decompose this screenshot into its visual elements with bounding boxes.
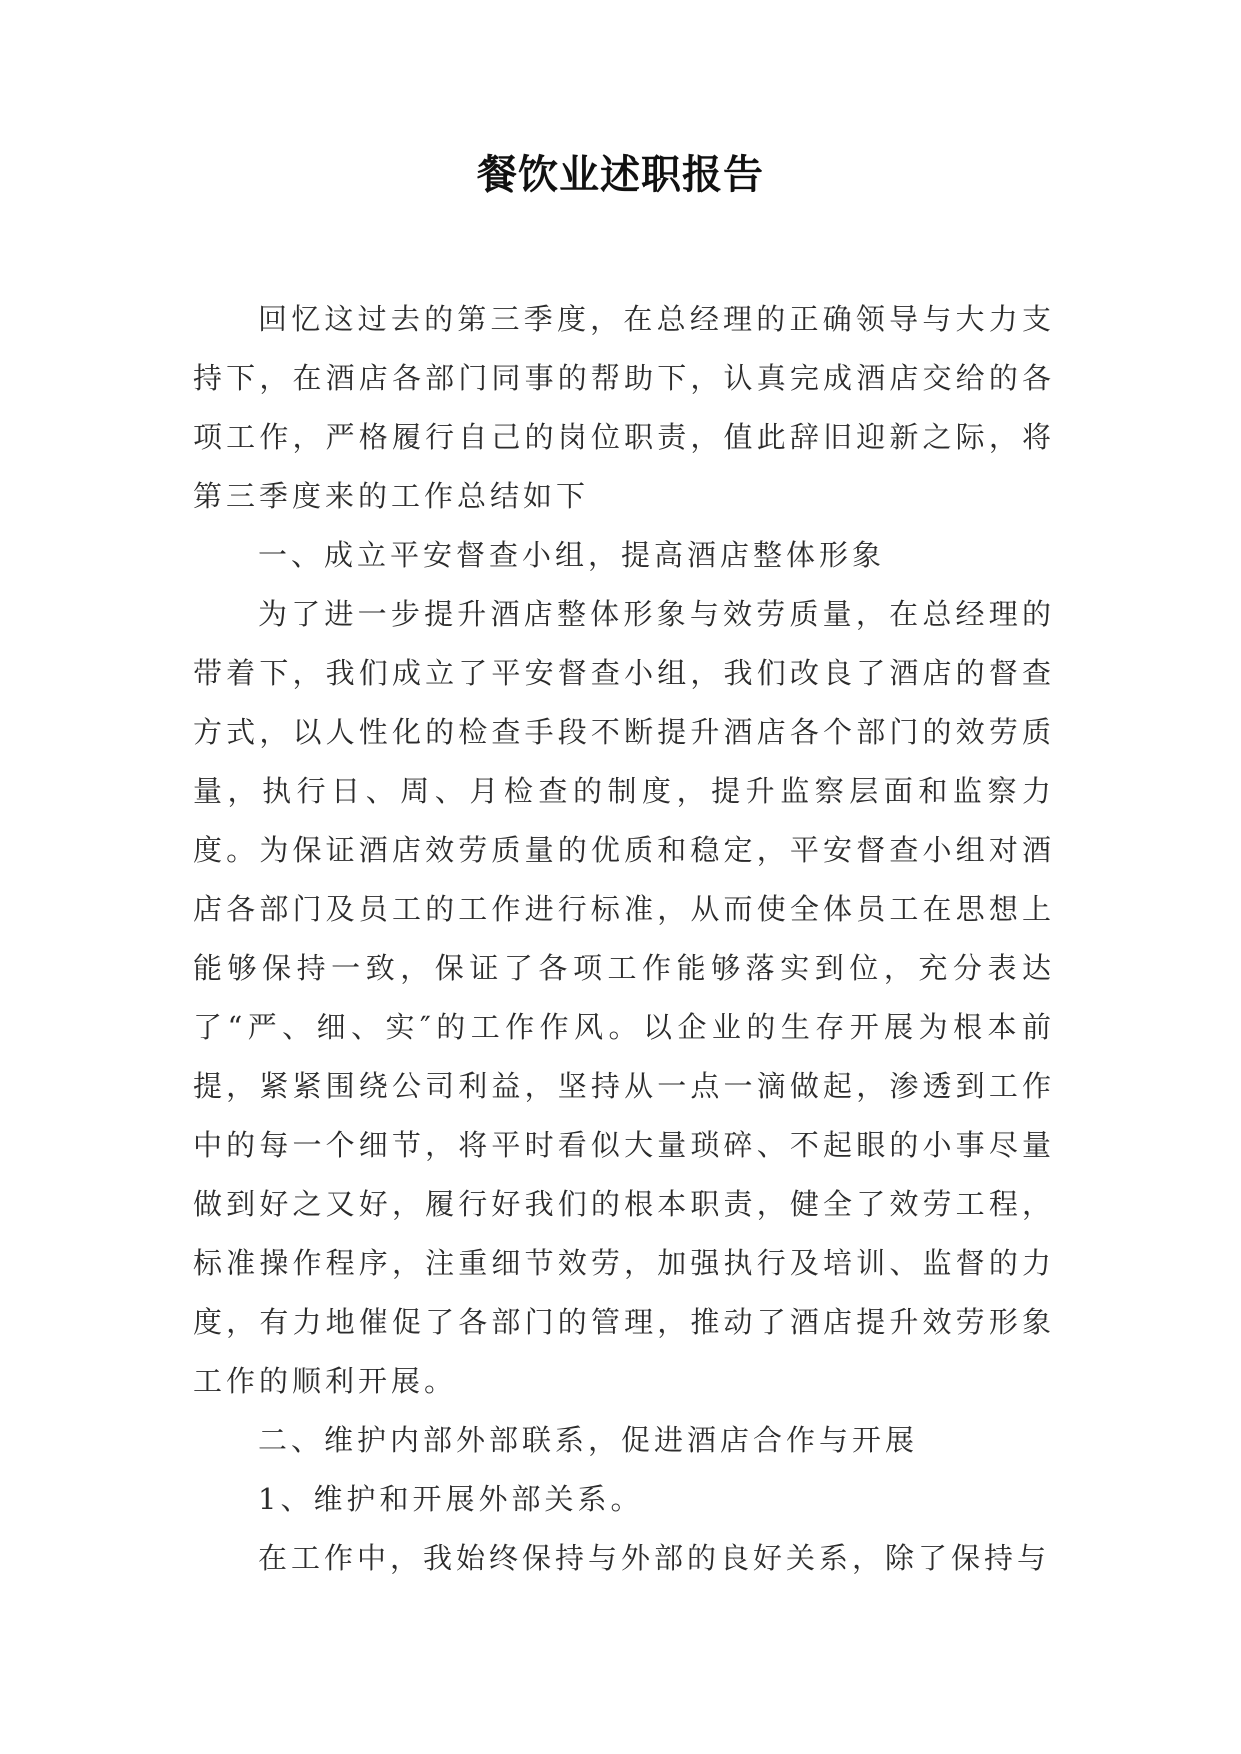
paragraph-section-2-1: 在工作中，我始终保持与外部的良好关系，除了保持与 bbox=[258, 1541, 1051, 1575]
document-title: 餐饮业述职报告 bbox=[477, 152, 764, 198]
subsection-heading-2-1: 1、维护和开展外部关系。 bbox=[258, 1482, 644, 1516]
section-heading-2: 二、维护内部外部联系，促进酒店合作与开展 bbox=[258, 1423, 919, 1457]
section-heading-1: 一、成立平安督查小组，提高酒店整体形象 bbox=[258, 538, 886, 572]
paragraph-intro: 回忆这过去的第三季度，在总经理的正确领导与大力支持下，在酒店各部门同事的帮助下，认真完成酒店交给的各项工作，严格履行自己的岗位职责，值此辞旧迎新之际，将第三季度来的工作总结如下 bbox=[193, 302, 1055, 513]
paragraph-section-1: 为了进一步提升酒店整体形象与效劳质量，在总经理的带着下，我们成立了平安督查小组，我们改良了酒店的督查方式，以人性化的检查手段不断提升酒店各个部门的效劳质量，执行日、周、月检查的制度，提升监察层面和监察力度。为保证酒店效劳质量的优质和稳定，平安督查小组对酒店各部门及员工的工作进行标准，从而使全体员工在思想上能够保持一致，保证了各项工作能够落实到位，充分表达了“严、细、实″的工作作风。以企业的生存开展为根本前提，紧紧围绕公司利益，坚持从一点一滴做起，渗透到工作中的每一个细节，将平时看似大量琐碎、不起眼的小事尽量做到好之又好，履行好我们的根本职责，健全了效劳工程，标准操作程序，注重细节效劳，加强执行及培训、监督的力度，有力地催促了各部门的管理，推动了酒店提升效劳形象工作的顺利开展。 bbox=[193, 597, 1055, 1398]
document-body bbox=[193, 290, 1055, 1588]
